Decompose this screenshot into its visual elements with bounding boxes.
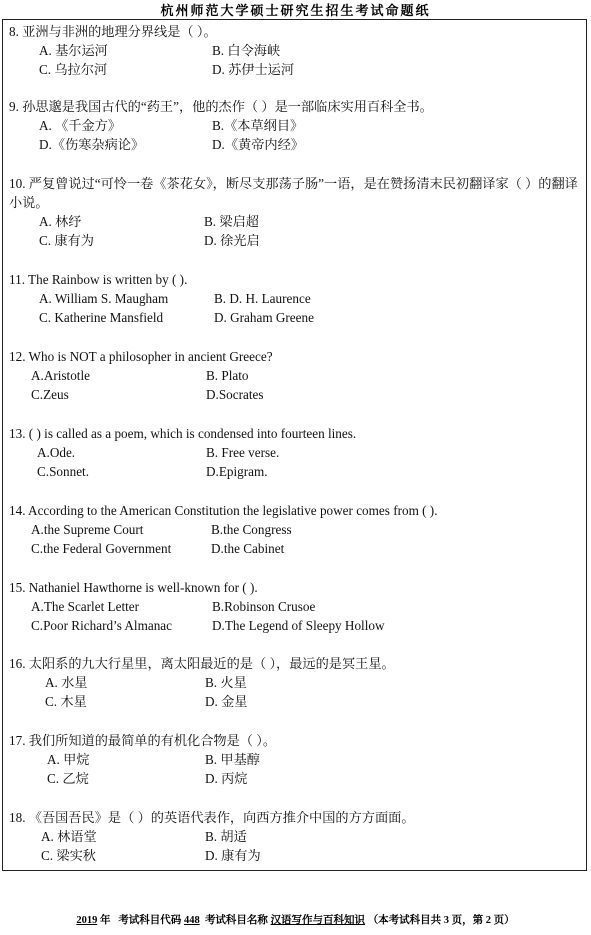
question-stem: 18. 《吾国吾民》是（ ）的英语代表作，向西方推介中国的方方面面。 [9,810,415,825]
question-stem: 14. According to the American Constitution the legislative power comes from ( ). [9,503,438,518]
option-d: D.《黄帝内经》 [212,137,304,152]
option-d: D. 金星 [205,694,248,709]
question-stem: 8. 亚洲与非洲的地理分界线是（ ）。 [9,24,217,39]
option-a: A. 水星 [45,675,88,690]
footer-name-label: 考试科目名称 [204,915,268,926]
option-a: A. William S. Maugham [39,291,169,306]
option-b: B.the Congress [211,522,292,537]
question-stem: 10. 严复曾说过“可怜一卷《茶花女》，断尽支那荡子肠”一语，是在赞扬清末民初翻译家（ ）的翻译小说。 [9,176,578,210]
option-b: B. 白令海峡 [212,43,281,58]
option-c: C.Poor Richard’s Almanac [31,618,173,633]
question-stem: 16. 太阳系的九大行星里，离太阳最近的是（ ），最远的是冥王星。 [9,656,395,671]
option-b: B. D. H. Laurence [214,291,311,306]
option-c: C. Katherine Mansfield [39,310,164,325]
option-b: B. Free verse. [206,445,280,460]
footer-code-label: 考试科目代码 [118,915,182,926]
option-a: A.Ode. [37,445,76,460]
option-c: C. 木星 [45,694,87,709]
question-8 [9,22,584,77]
option-d: D. 康有为 [205,848,261,863]
question-16 [9,654,584,709]
footer-year: 2019 [76,915,98,926]
option-b: B. 胡适 [205,829,247,844]
option-b: B. Plato [206,368,249,383]
option-a: A. 甲烷 [47,752,90,767]
option-b: B. 梁启超 [204,214,259,229]
option-a: A. 林纾 [39,214,82,229]
exam-footer [0,912,591,927]
option-d: D. 苏伊士运河 [212,62,295,77]
option-d: D. 丙烷 [205,771,248,786]
option-b: B. 甲基醇 [205,752,260,767]
footer-page-note: （本考试科目共 3 页，第 2 页） [367,915,515,926]
option-a: A.The Scarlet Letter [31,599,140,614]
option-c: C. 乙烷 [47,771,89,786]
option-d: D.the Cabinet [211,541,285,556]
option-a: A. 《千金方》 [39,118,122,133]
option-c: C.Zeus [31,387,69,402]
option-c: D.《伤寒杂病论》 [39,137,145,152]
footer-subject-name: 汉语写作与百科知识 [270,915,366,926]
question-frame [2,19,587,871]
question-11 [9,270,584,325]
option-d: D. Graham Greene [214,310,314,325]
option-b: B.Robinson Crusoe [212,599,316,614]
question-9 [9,97,584,152]
option-d: D.Epigram. [206,464,268,479]
option-d: D.Socrates [206,387,264,402]
option-a: A.the Supreme Court [31,522,144,537]
option-a: A.Aristotle [31,368,90,383]
option-d: D. 徐光启 [204,233,260,248]
option-a: A. 基尔运河 [39,43,108,58]
footer-year-label: 年 [99,915,111,926]
question-18 [9,808,584,863]
question-14 [9,501,584,556]
option-b: B.《本草纲目》 [212,118,304,133]
exam-paper-header: 杭州师范大学硕士研究生招生考试命题纸 [160,3,431,18]
option-b: B. 火星 [205,675,247,690]
option-d: D.The Legend of Sleepy Hollow [212,618,385,633]
question-stem: 12. Who is NOT a philosopher in ancient Greece? [9,349,273,364]
footer-code: 448 [183,915,200,926]
question-stem: 17. 我们所知道的最简单的有机化合物是（ ）。 [9,733,277,748]
question-13 [9,424,584,479]
option-c: C.Sonnet. [37,464,90,479]
question-stem: 13. ( ) is called as a poem, which is condensed into fourteen lines. [9,426,357,441]
option-c: C. 乌拉尔河 [39,62,108,77]
question-12 [9,347,584,402]
option-c: C. 梁实秋 [41,848,96,863]
question-17 [9,731,584,786]
option-c: C. 康有为 [39,233,94,248]
question-10 [9,174,584,248]
option-a: A. 林语堂 [41,829,97,844]
question-15 [9,578,584,633]
option-c: C.the Federal Government [31,541,172,556]
question-stem: 15. Nathaniel Hawthorne is well-known for ( ). [9,580,258,595]
question-stem: 11. The Rainbow is written by ( ). [9,272,188,287]
question-stem: 9. 孙思邈是我国古代的“药王”，他的杰作（ ）是一部临床实用百科全书。 [9,99,433,114]
